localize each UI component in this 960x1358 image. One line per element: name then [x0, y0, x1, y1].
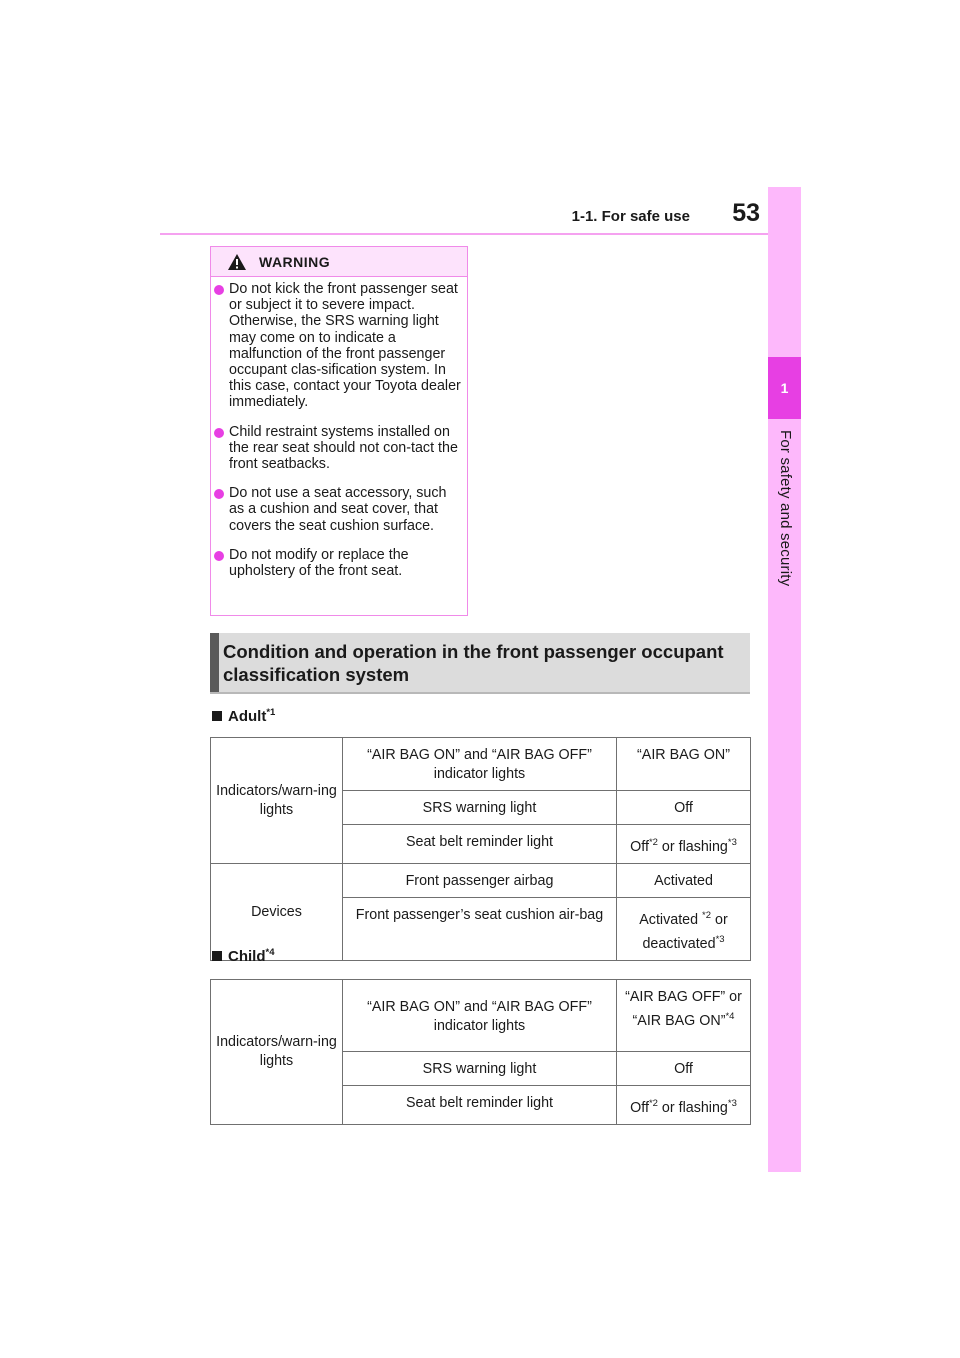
warning-header — [211, 247, 467, 277]
footnote-ref: *4 — [725, 1011, 735, 1022]
square-bullet-icon — [212, 951, 222, 961]
chapter-number-badge: 1 — [768, 357, 801, 419]
square-bullet-icon — [212, 711, 222, 721]
footnote-ref: *3 — [727, 1098, 737, 1109]
table-cell: Seat belt reminder light — [343, 825, 617, 864]
table-cell: “AIR BAG ON” — [617, 738, 751, 791]
section-heading-text: Condition and operation in the front passenger occupant classification system — [223, 641, 724, 685]
value-text: Off — [630, 1100, 649, 1116]
warning-triangle-icon — [227, 253, 247, 271]
warning-box — [210, 246, 468, 616]
footnote-ref: *3 — [727, 837, 737, 848]
table-cell: Activated — [617, 864, 751, 898]
row-header-indicators: Indicators/warn-ing lights — [211, 738, 343, 864]
page-header — [0, 0, 960, 240]
value-text: or flashing — [657, 1100, 728, 1116]
warning-item — [211, 281, 467, 411]
warning-item-text: Child restraint systems installed on the rear seat should not con-tact the front seatbacks. — [229, 423, 458, 473]
table-cell: “AIR BAG ON” and “AIR BAG OFF” indicator lights — [343, 980, 617, 1052]
table-row — [211, 980, 751, 1052]
warning-item-text: Do not use a seat accessory, such as a cushion and seat cover, that covers the seat cushion surface. — [229, 485, 447, 534]
table-cell: SRS warning light — [343, 1052, 617, 1086]
footnote-ref: *1 — [266, 707, 276, 718]
table-cell: SRS warning light — [343, 791, 617, 825]
table-cell — [617, 825, 751, 864]
table-cell — [617, 1086, 751, 1125]
bullet-icon — [214, 489, 224, 499]
table-cell — [617, 980, 751, 1052]
bullet-icon — [214, 551, 224, 561]
bullet-icon — [214, 428, 224, 438]
table-cell: Seat belt reminder light — [343, 1086, 617, 1125]
value-text: “AIR BAG OFF” or “AIR BAG ON” — [625, 989, 742, 1029]
warning-item-text: Do not kick the front passenger seat or subject it to severe impact. Otherwise, the SRS warning light may come on to indicate a malfunction of the front passenger occupant clas-sification system. In this case, contact your Toyota dealer immediately. — [229, 281, 461, 411]
warning-title: WARNING — [259, 254, 331, 270]
header-rule — [160, 233, 768, 235]
table-cell: Off — [617, 791, 751, 825]
table-cell: Front passenger airbag — [343, 864, 617, 898]
bullet-icon — [214, 285, 224, 295]
section-title: 1-1. For safe use — [571, 208, 690, 225]
warning-item — [211, 547, 467, 579]
value-text: or — [711, 912, 728, 928]
value-text: or flashing — [657, 839, 728, 855]
footnote-ref: *4 — [265, 947, 275, 958]
table-row — [211, 738, 751, 791]
footnote-ref: *2 — [648, 837, 658, 848]
section-heading — [210, 633, 750, 694]
chapter-side-tab — [768, 187, 801, 1172]
warning-item — [211, 424, 467, 473]
page-number: 53 — [732, 199, 760, 227]
footnote-ref: *2 — [702, 910, 712, 921]
table-row — [211, 864, 751, 898]
warning-item — [211, 485, 467, 534]
warning-item-text: Do not modify or replace the upholstery of the front seat. — [229, 546, 409, 580]
table-cell: Front passenger’s seat cushion air-bag — [343, 898, 617, 961]
child-heading-text: Child — [228, 948, 266, 965]
row-header-indicators: Indicators/warn-ing lights — [211, 980, 343, 1125]
table-cell: “AIR BAG ON” and “AIR BAG OFF” indicator lights — [343, 738, 617, 791]
value-text: deactivated — [642, 936, 716, 952]
value-text: Off — [630, 839, 649, 855]
value-text: Activated — [639, 912, 703, 928]
table-cell — [617, 898, 751, 961]
chapter-title: For safety and security — [777, 430, 794, 587]
adult-heading — [212, 707, 275, 725]
warning-list — [211, 277, 467, 579]
adult-table — [210, 737, 751, 961]
row-header-devices: Devices — [211, 864, 343, 961]
adult-heading-text: Adult — [228, 708, 267, 725]
child-table — [210, 979, 751, 1125]
footnote-ref: *2 — [648, 1098, 658, 1109]
footnote-ref: *3 — [715, 934, 725, 945]
child-heading — [212, 947, 274, 965]
table-cell: Off — [617, 1052, 751, 1086]
